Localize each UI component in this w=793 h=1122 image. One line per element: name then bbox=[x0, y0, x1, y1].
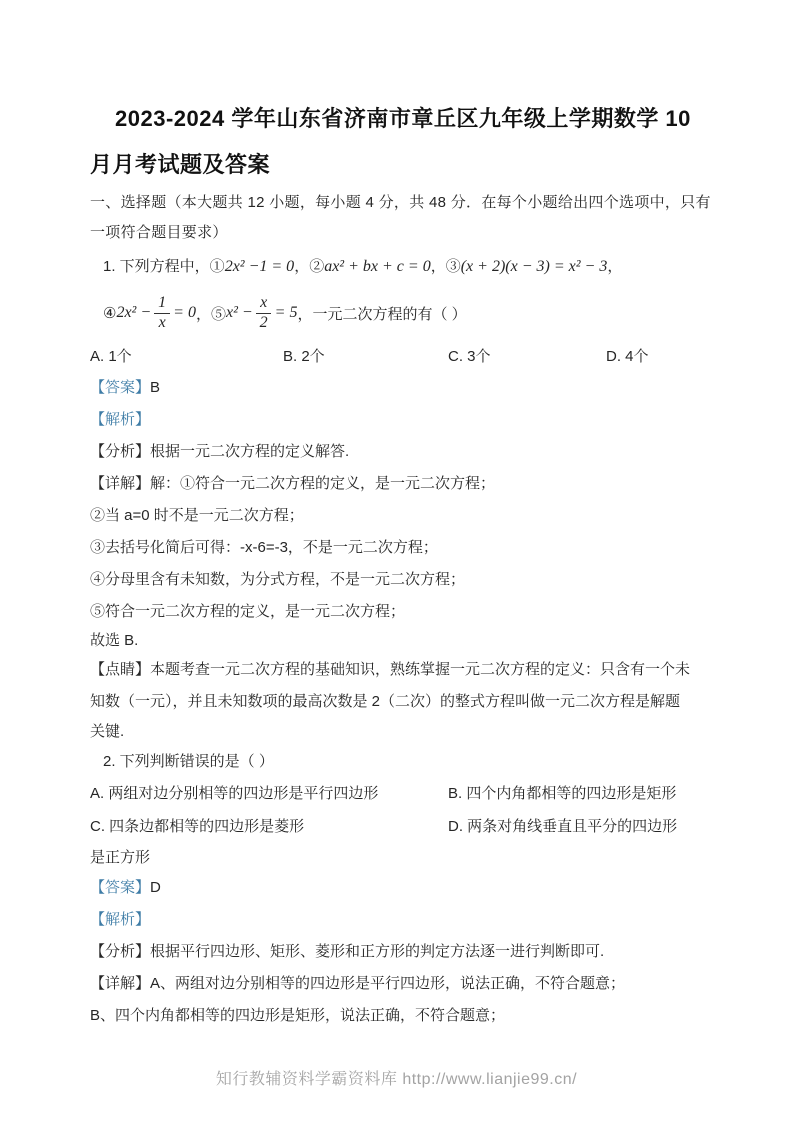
q1-remark-line: 知数（一元），并且未知数项的最高次数是 2（二次）的整式方程叫做一元二次方程是解题 bbox=[90, 693, 681, 710]
q2-stem: 2. 下列判断错误的是（ ） bbox=[103, 753, 274, 770]
q1-eq5-post: = 5 bbox=[274, 304, 298, 321]
q1-stem-text-0: 1. 下列方程中，① bbox=[103, 258, 225, 275]
fraction-1-over-x bbox=[154, 294, 170, 332]
q1-eq4-post: = 0 bbox=[173, 304, 196, 321]
answer-value: B bbox=[150, 379, 161, 396]
q2-explanation-line: B、四个内角都相等的四边形是矩形，说法正确，不符合题意； bbox=[90, 1007, 506, 1024]
q2-options-row2 bbox=[90, 810, 707, 844]
q1-eq4-pre: 2x² − bbox=[116, 304, 152, 321]
analysis-label: 【解析】 bbox=[90, 411, 151, 428]
q2-option-d-wrap: 是正方形 bbox=[90, 849, 151, 866]
answer-value: D bbox=[150, 879, 161, 896]
q1-stem bbox=[90, 250, 707, 284]
q1-explanation-line: ④分母里含有未知数，为分式方程，不是一元二次方程； bbox=[90, 571, 466, 588]
q1-stem-text-1: ，② bbox=[294, 258, 325, 275]
q2-option-b: B. 四个内角都相等的四边形是矩形 bbox=[448, 785, 677, 802]
q1-remark-line: 【点睛】本题考查一元二次方程的基础知识，熟练掌握一元二次方程的定义：只含有一个未 bbox=[90, 661, 691, 678]
q1-equation-4 bbox=[116, 294, 196, 332]
page-title-line1: 2023-2024 学年山东省济南市章丘区九年级上学期数学 10 bbox=[115, 106, 691, 131]
q1-explanation-line: 故选 B. bbox=[90, 632, 139, 649]
q2-answer-line bbox=[90, 872, 707, 904]
q2-analysis-line bbox=[90, 904, 707, 936]
footer-watermark: 知行教辅资料学霸资料库 http://www.lianjie99.cn/ bbox=[215, 1071, 578, 1088]
q1-option-a: A. 1个 bbox=[90, 348, 132, 365]
section-header-line1: 一、选择题（本大题共 12 小题，每小题 4 分，共 48 分．在每个小题给出四个选项中，只有 bbox=[90, 194, 711, 211]
q2-option-c: C. 四条边都相等的四边形是菱形 bbox=[90, 818, 305, 835]
q2-option-d: D. 两条对角线垂直且平分的四边形 bbox=[448, 818, 678, 835]
fraction-numerator: x bbox=[256, 294, 271, 313]
page-title-line2: 月月考试题及答案 bbox=[90, 152, 271, 177]
q1-explanation-line: 【详解】解：①符合一元二次方程的定义，是一元二次方程； bbox=[90, 475, 496, 492]
q1-explanation-line: ⑤符合一元二次方程的定义，是一元二次方程； bbox=[90, 603, 406, 620]
q1-explanation-line: ②当 a=0 时不是一元二次方程； bbox=[90, 507, 304, 524]
q1-equation-3: (x + 2)(x − 3) = x² − 3 bbox=[460, 258, 608, 275]
q1-options bbox=[90, 342, 707, 372]
q1-stem-suffix: ，一元二次方程的有（ ） bbox=[297, 305, 467, 323]
fraction-numerator: 1 bbox=[154, 294, 170, 313]
q1-separator: ，⑤ bbox=[195, 305, 226, 323]
q1-option-d: D. 4个 bbox=[606, 348, 649, 365]
q1-equation-5 bbox=[226, 294, 298, 332]
q1-explanation-line: 【分析】根据一元二次方程的定义解答. bbox=[90, 443, 350, 460]
fraction-denominator: x bbox=[158, 313, 166, 331]
q1-fraction-line bbox=[90, 284, 707, 342]
q1-answer-line bbox=[90, 372, 707, 404]
q2-option-a: A. 两组对边分别相等的四边形是平行四边形 bbox=[90, 785, 379, 802]
section-header-line2: 一项符合题目要求） bbox=[90, 224, 228, 241]
analysis-label: 【解析】 bbox=[90, 911, 151, 928]
q1-stem-text-3: ， bbox=[607, 258, 623, 275]
q1-stem-text-2: ，③ bbox=[430, 258, 461, 275]
q2-options-row1 bbox=[90, 778, 707, 810]
q1-option-c: C. 3个 bbox=[448, 348, 491, 365]
q1-analysis-line bbox=[90, 404, 707, 436]
q1-eq5-pre: x² − bbox=[225, 304, 253, 321]
q2-explanation-line: 【分析】根据平行四边形、矩形、菱形和正方形的判定方法逐一进行判断即可. bbox=[90, 943, 605, 960]
answer-label: 【答案】 bbox=[90, 879, 151, 896]
q1-remark-line: 关键. bbox=[90, 723, 125, 740]
q1-equation-1: 2x² −1 = 0 bbox=[224, 258, 295, 275]
q2-explanation-line: 【详解】A、两组对边分别相等的四边形是平行四边形，说法正确，不符合题意； bbox=[90, 975, 626, 992]
q1-explanation-line: ③去括号化简后可得：-x-6=-3，不是一元二次方程； bbox=[90, 539, 438, 556]
q1-tag-4: ④ bbox=[103, 305, 117, 322]
fraction-denominator: 2 bbox=[259, 313, 268, 331]
answer-label: 【答案】 bbox=[90, 379, 151, 396]
q1-equation-2: ax² + bx + c = 0 bbox=[324, 258, 431, 275]
fraction-x-over-2 bbox=[256, 294, 272, 332]
q1-option-b: B. 2个 bbox=[283, 348, 325, 365]
